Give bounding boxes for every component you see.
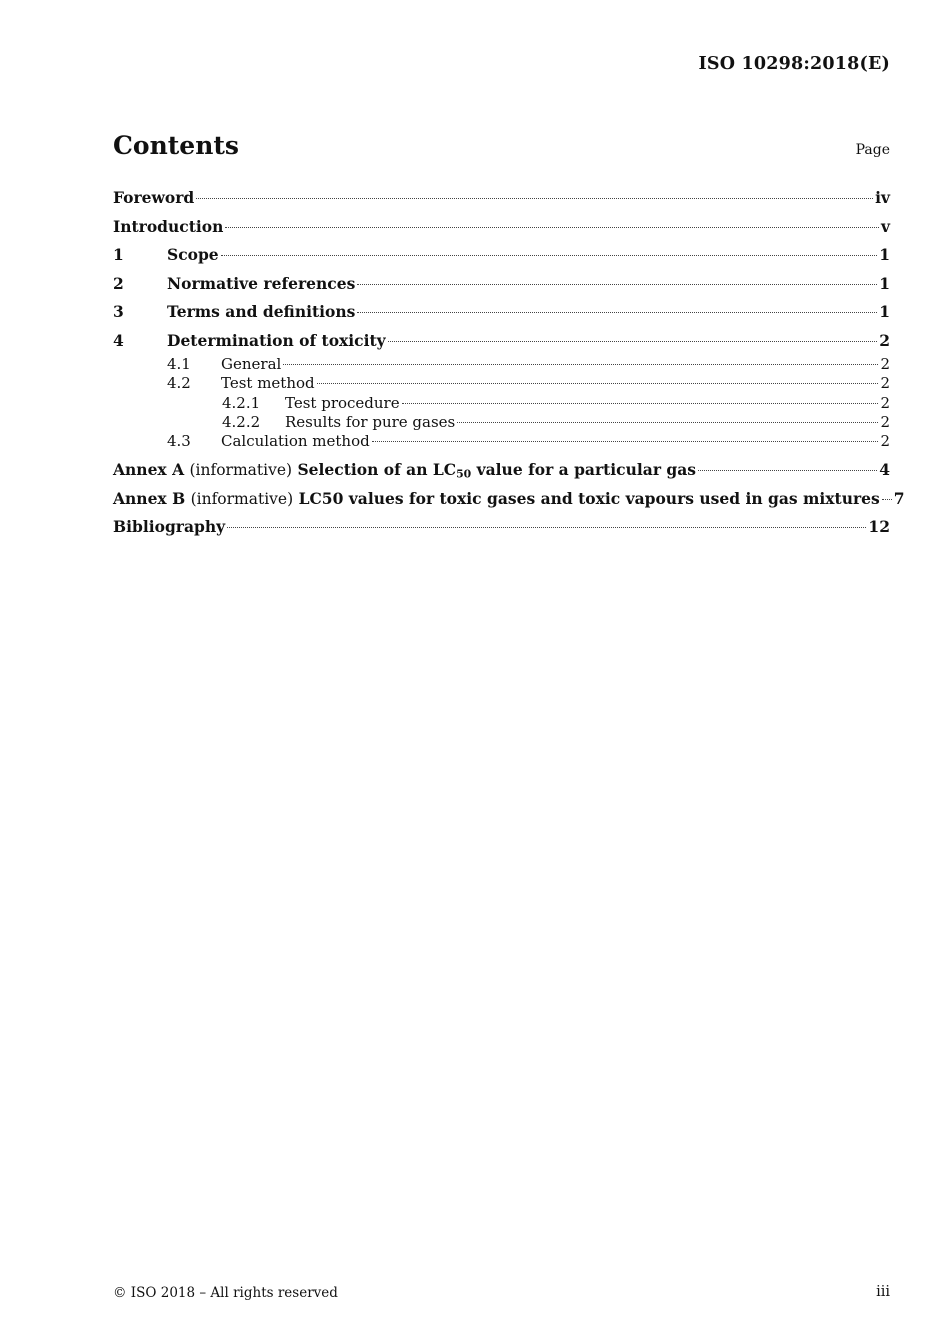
annex-note: (informative) xyxy=(190,489,294,508)
toc-entry-label: Calculation method xyxy=(221,432,370,451)
toc-entry-number: 4.2.1 xyxy=(222,393,261,412)
dot-leader xyxy=(357,284,877,285)
toc-entry-results-for-pure-gases[interactable] xyxy=(113,413,890,432)
toc-entry-page: 1 xyxy=(879,273,890,293)
annex-title-part: value for a particular gas xyxy=(471,460,696,480)
toc-entry-label: Bibliography xyxy=(113,517,226,537)
toc-entry-page: 1 xyxy=(879,302,890,321)
toc-entry-label: Scope xyxy=(167,245,219,264)
annex-note: (informative) xyxy=(189,461,293,480)
toc-entry-page: 2 xyxy=(880,432,890,451)
toc-entry-label: Terms and definitions xyxy=(167,302,356,321)
annex-prefix: Annex B xyxy=(113,488,186,508)
toc-entry-general[interactable] xyxy=(113,355,890,374)
toc-entry-page: 12 xyxy=(868,517,890,537)
toc-entry-label: Introduction xyxy=(113,216,224,236)
toc-entry-page: v xyxy=(880,216,890,236)
toc-entry-number: 4 xyxy=(113,330,124,350)
page-number: iii xyxy=(876,1284,890,1300)
page-column-label: Page xyxy=(855,142,890,158)
toc-entry-foreword[interactable] xyxy=(113,184,890,213)
toc-entry-number: 1 xyxy=(113,245,124,264)
dot-leader xyxy=(372,441,879,442)
table-of-contents xyxy=(113,184,905,542)
toc-entry-page: 2 xyxy=(880,374,890,393)
toc-entry-introduction[interactable] xyxy=(113,213,890,242)
annex-title-part: Selection of an LC xyxy=(297,460,457,480)
dot-leader xyxy=(283,364,878,365)
dot-leader xyxy=(402,403,879,404)
toc-entry-scope[interactable] xyxy=(113,241,890,270)
toc-entry-test-procedure[interactable] xyxy=(113,394,890,413)
toc-entry-label: Results for pure gases xyxy=(285,412,456,431)
dot-leader xyxy=(227,527,866,528)
toc-entry-number: 2 xyxy=(113,273,124,293)
toc-entry-page: 1 xyxy=(879,245,890,264)
toc-entry-label: Normative references xyxy=(167,273,356,293)
toc-entry-annex-b[interactable] xyxy=(113,485,905,514)
toc-entry-page: 7 xyxy=(893,488,905,508)
toc-entry-page: 2 xyxy=(880,355,890,373)
annex-title: LC50 values for toxic gases and toxic vapours used in gas mixtures xyxy=(298,488,880,508)
toc-entry-page: iv xyxy=(875,188,890,207)
toc-entry-page: 2 xyxy=(879,330,890,350)
dot-leader xyxy=(388,341,878,342)
toc-entry-number: 3 xyxy=(113,302,124,321)
toc-entry-number: 4.2.2 xyxy=(222,412,261,431)
document-id: ISO 10298:2018(E) xyxy=(698,54,890,74)
dot-leader xyxy=(882,499,892,500)
toc-entry-page: 2 xyxy=(880,412,890,431)
toc-entry-label xyxy=(113,485,880,514)
toc-entry-bibliography[interactable] xyxy=(113,513,890,542)
dot-leader xyxy=(457,422,878,423)
dot-leader xyxy=(196,198,873,199)
toc-entry-label: Foreword xyxy=(113,188,195,207)
page-title: Contents xyxy=(113,131,240,160)
toc-entry-label: Test procedure xyxy=(285,393,400,412)
dot-leader xyxy=(221,255,878,256)
toc-entry-normative-references[interactable] xyxy=(113,270,890,299)
toc-entry-calculation-method[interactable] xyxy=(113,432,890,451)
toc-entry-determination-of-toxicity[interactable] xyxy=(113,327,890,356)
toc-entry-number: 4.1 xyxy=(167,355,191,373)
toc-entry-number: 4.2 xyxy=(167,374,191,393)
toc-entry-terms-and-definitions[interactable] xyxy=(113,298,890,327)
toc-entry-page: 4 xyxy=(879,460,890,480)
toc-entry-label: General xyxy=(221,355,282,373)
annex-title-subscript: 50 xyxy=(456,468,472,482)
dot-leader xyxy=(317,383,879,384)
dot-leader xyxy=(357,312,877,313)
copyright-notice: © ISO 2018 – All rights reserved xyxy=(113,1285,338,1301)
toc-entry-test-method[interactable] xyxy=(113,374,890,393)
toc-entry-page: 2 xyxy=(880,393,890,412)
toc-entry-label: Test method xyxy=(221,374,315,393)
toc-entry-annex-a[interactable] xyxy=(113,456,890,485)
toc-entry-label: Determination of toxicity xyxy=(167,330,386,350)
dot-leader xyxy=(698,470,877,471)
dot-leader xyxy=(225,227,879,228)
annex-prefix: Annex A xyxy=(113,460,185,480)
toc-entry-number: 4.3 xyxy=(167,432,191,451)
